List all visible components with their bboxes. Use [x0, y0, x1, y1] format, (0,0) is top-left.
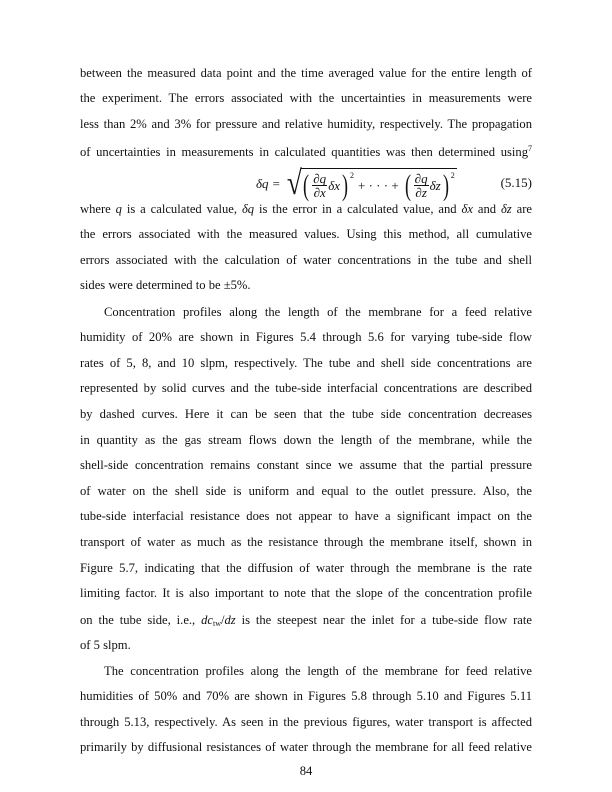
eq-lhs: δq =: [256, 176, 281, 192]
text-line: [80, 611, 532, 629]
eq-exp: 2: [350, 170, 355, 180]
math: dz: [224, 612, 236, 627]
equation-number: (5.15): [500, 175, 532, 191]
text-line: sides were determined to be ±5%.: [80, 278, 251, 293]
text-line: the experiment. The errors associated with the uncertainties in measurements were: [80, 91, 532, 106]
text-line: primarily by diffusional resistances of water through the membrane for all feed relative: [80, 740, 532, 754]
math: q: [115, 202, 122, 217]
equation-5-15: δq = √ ( $\frac{\partial q}{\partial x}$ δx ) $^2$ + · · · + ( $\frac{\partial q}{\partial z}$ δz ) $^2$ (5.15): [256, 165, 532, 203]
page-number: 84: [299, 764, 313, 778]
eq-exp: 2: [450, 170, 455, 180]
text: of uncertainties in measurements in calculated quantities was then determined using: [80, 145, 528, 160]
text-line: humidities of 50% and 70% are shown in Figures 5.8 through 5.10 and Figures 5.11: [80, 688, 532, 703]
math: dc: [201, 612, 213, 627]
eq-num: ∂q: [414, 171, 428, 187]
text-line: Figure 5.7, indicating that the diffusion of water through the membrane is the rate: [80, 561, 532, 576]
text: is the error in a calculated value, and: [254, 202, 462, 217]
text-line: in quantity as the gas stream flows down the length of the membrane, while the: [80, 432, 532, 447]
math: δz: [500, 202, 512, 217]
eq-den: ∂z: [415, 185, 427, 201]
math: δx: [461, 202, 473, 217]
text-line: limiting factor. It is also important to note that the slope of the concentration profile: [80, 586, 532, 601]
text-line: less than 2% and 3% for pressure and relative humidity, respectively. The propagation: [80, 117, 532, 132]
text-line: between the measured data point and the time averaged value for the entire length of: [80, 66, 532, 80]
eq-term: δx: [328, 177, 341, 193]
text-line: transport of water as much as the resistance through the membrane itself, shown in: [80, 535, 532, 550]
eq-num: ∂q: [313, 171, 327, 187]
eq-term: δz: [429, 177, 441, 193]
text-line: tube-side interfacial resistance does not appear to have a significant impact on the: [80, 509, 532, 524]
text: is the steepest near the inlet for a tube-side flow rate: [235, 612, 532, 627]
eq-den: ∂x: [313, 185, 326, 201]
math: δq: [241, 202, 255, 217]
text-line: through 5.13, respectively. As seen in the previous figures, water transport is affected: [80, 714, 532, 729]
text: is a calculated value,: [121, 202, 242, 217]
text: and: [472, 202, 501, 217]
text: where: [80, 202, 116, 217]
text-line: rates of 5, 8, and 10 slpm, respectively. The tube and shell side concentrations are: [80, 355, 532, 370]
text: are: [511, 202, 532, 217]
text-line: [80, 140, 532, 158]
text-line: of water on the shell side is uniform and equal to the outlet pressure. Also, the: [80, 484, 532, 499]
text-line: of 5 slpm.: [80, 637, 131, 652]
text: on the tube side, i.e.,: [80, 612, 202, 627]
text-line: Concentration profiles along the length of the membrane for a feed relative: [104, 304, 532, 319]
math-subscript: tw: [212, 618, 221, 628]
text-line: [80, 200, 532, 218]
text-line: The concentration profiles along the length of the membrane for feed relative: [104, 663, 532, 678]
text-line: represented by solid curves and the tube-side interfacial concentrations are described: [80, 380, 532, 395]
math: /: [220, 612, 225, 627]
text-line: humidity of 20% are shown in Figures 5.4 through 5.6 for varying tube-side flow: [80, 329, 532, 344]
text-line: shell-side concentration remains constant since we assume that the partial pressure: [80, 458, 532, 473]
sqrt-icon: √: [286, 165, 302, 203]
citation: 7: [528, 144, 532, 154]
eq-dots: + · · · +: [358, 177, 399, 193]
text-line: errors associated with the calculation of water concentrations in the tube and shell: [80, 253, 532, 268]
text-line: the errors associated with the measured values. Using this method, all cumulative: [80, 227, 532, 242]
text-line: by dashed curves. Here it can be seen that the tube side concentration decreases: [80, 406, 532, 421]
